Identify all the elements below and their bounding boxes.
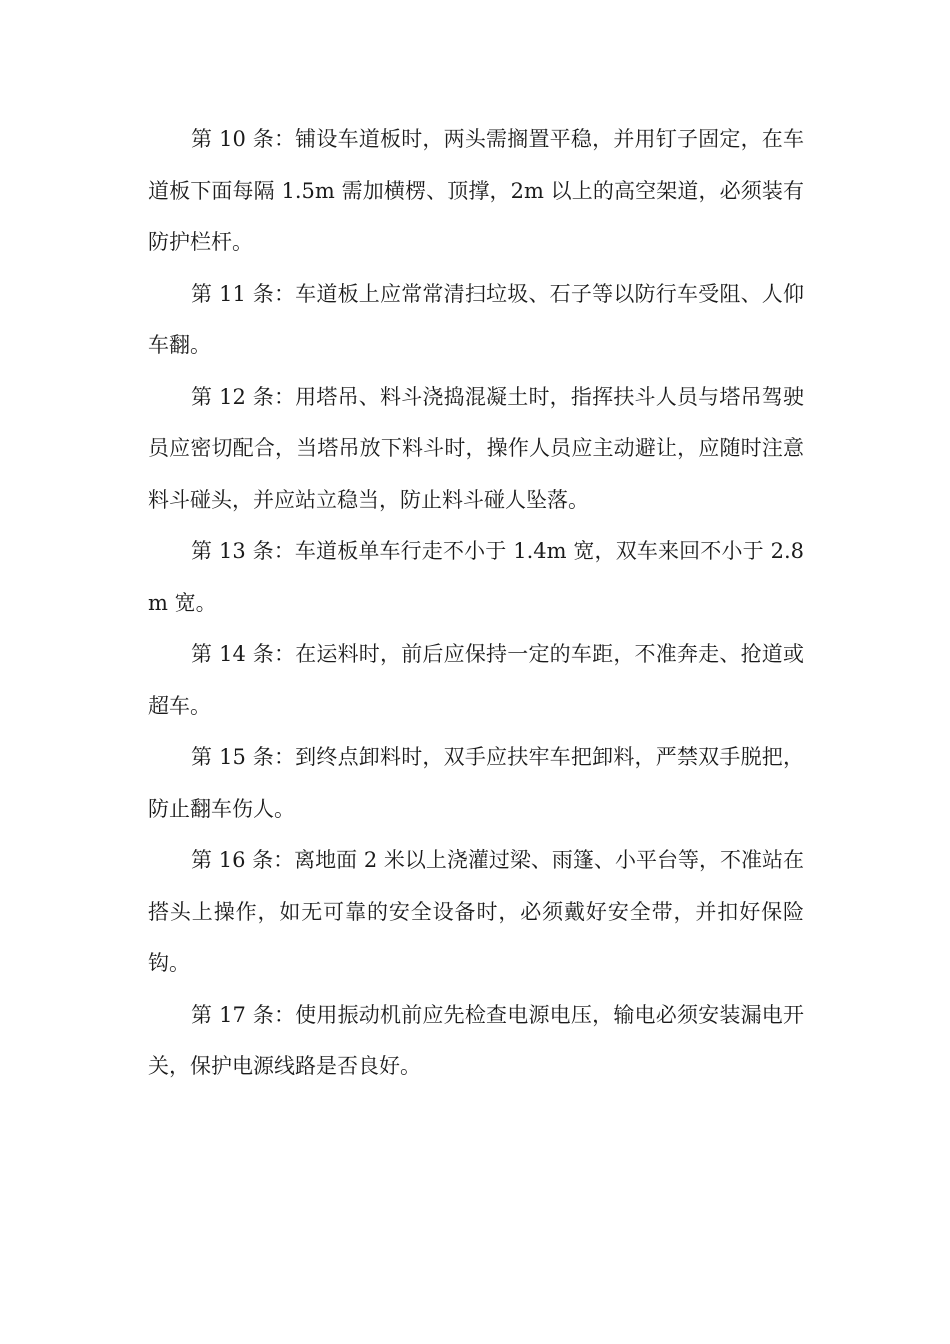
- article-16: 第 16 条：离地面 2 米以上浇灌过梁、雨篷、小平台等，不准站在搭头上操作，如无可靠的安全设备时，必须戴好安全带，并扣好保险钩。: [148, 848, 804, 975]
- article-10: 第 10 条：铺设车道板时，两头需搁置平稳，并用钉子固定，在车道板下面每隔 1.5m 需加横楞、顶撑，2m 以上的高空架道，必须装有防护栏杆。: [148, 127, 804, 254]
- document-body: [148, 114, 804, 1093]
- article-13: 第 13 条：车道板单车行走不小于 1.4m 宽，双车来回不小于 2.8m 宽。: [148, 539, 804, 615]
- article-15: 第 15 条：到终点卸料时，双手应扶牢车把卸料，严禁双手脱把，防止翻车伤人。: [148, 745, 804, 821]
- article-11: 第 11 条：车道板上应常常清扫垃圾、石子等以防行车受阻、人仰车翻。: [148, 281, 804, 357]
- article-12: 第 12 条：用塔吊、料斗浇捣混凝土时，指挥扶斗人员与塔吊驾驶员应密切配合，当塔吊放下料斗时，操作人员应主动避让，应随时注意料斗碰头，并应站立稳当，防止料斗碰人坠落。: [148, 384, 804, 512]
- article-17: 第 17 条：使用振动机前应先检查电源电压，输电必须安装漏电开关，保护电源线路是否良好。: [148, 1002, 804, 1078]
- article-14: 第 14 条：在运料时，前后应保持一定的车距，不准奔走、抢道或超车。: [148, 642, 804, 718]
